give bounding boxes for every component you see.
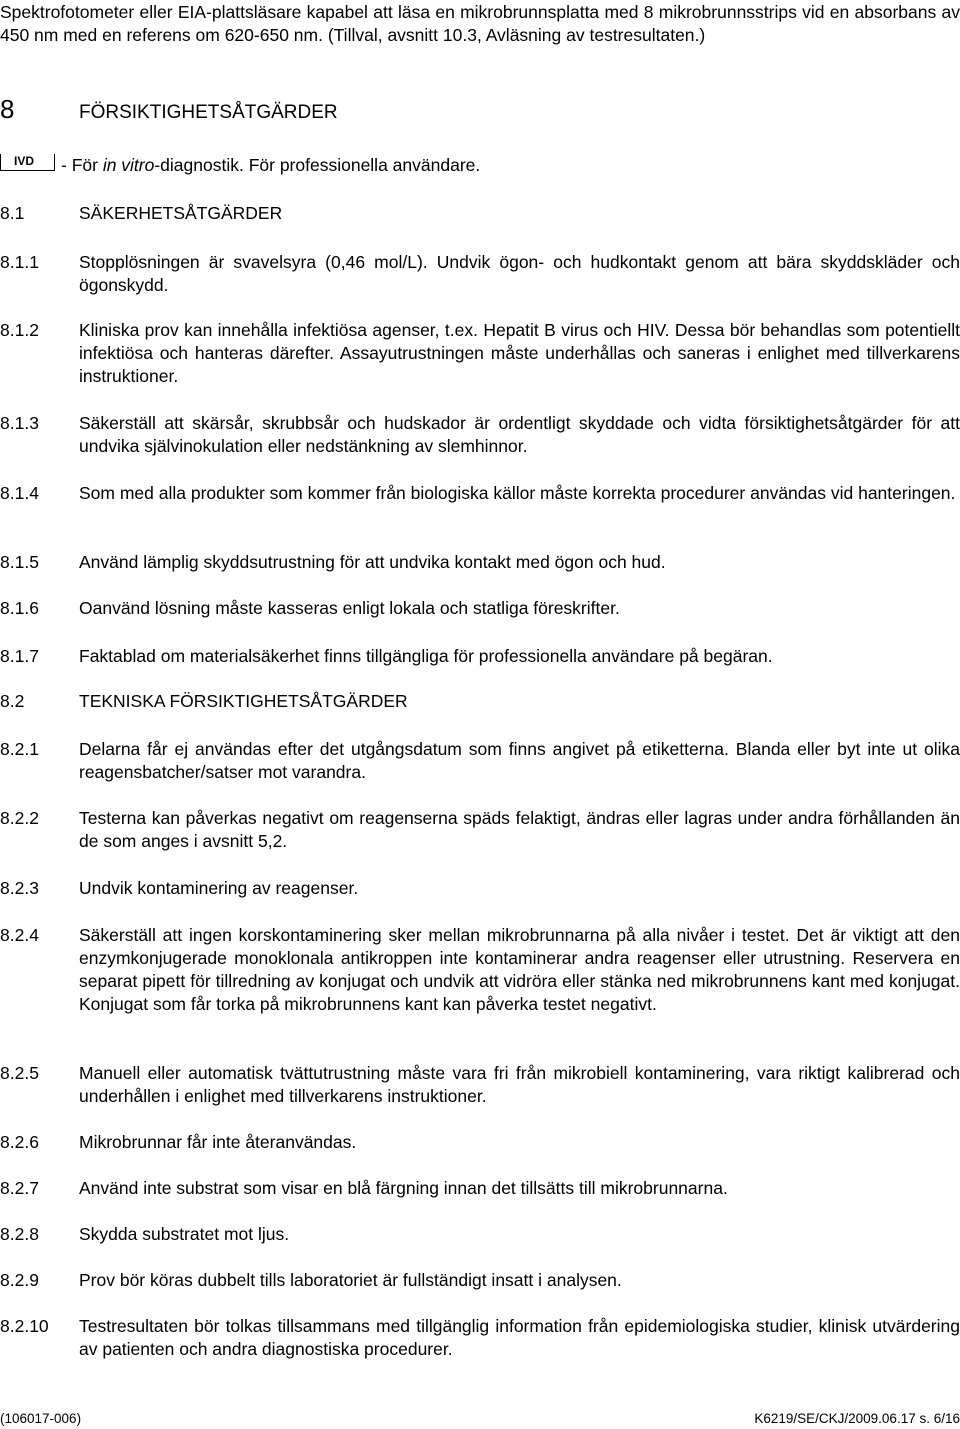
item-number: 8.2.3 bbox=[0, 878, 39, 898]
ivd-statement bbox=[0, 154, 480, 177]
item-8-1-2 bbox=[0, 319, 960, 388]
item-8-1-3 bbox=[0, 412, 960, 458]
item-8-1-5 bbox=[0, 551, 960, 574]
item-number: 8.2.5 bbox=[0, 1063, 39, 1083]
item-8-2-9 bbox=[0, 1269, 960, 1292]
item-number: 8.1.5 bbox=[0, 552, 39, 572]
item-number: 8.1.1 bbox=[0, 252, 39, 272]
item-8-2-8 bbox=[0, 1223, 960, 1246]
item-text: Använd inte substrat som visar en blå färgning innan det tillsätts till mikrobrunnarna. bbox=[79, 1178, 728, 1198]
subsection-heading-8-2 bbox=[0, 690, 960, 713]
item-8-1-6 bbox=[0, 597, 960, 620]
intro-paragraph: Spektrofotometer eller EIA-plattsläsare kapabel att läsa en mikrobrunnsplatta med 8 mikrobrunnsstrips vid en absorbans av 450 nm med en referens om 620-650 nm. (Tillval, avsnitt 10.3, Avläsning av testresultaten.) bbox=[0, 2, 960, 45]
item-text: Säkerställ att skärsår, skrubbsår och hudskador är ordentligt skyddade och vidta försiktighetsåtgärder för att undvika självinokulation eller nedstänkning av slemhinnor. bbox=[79, 413, 960, 456]
item-number: 8.1.7 bbox=[0, 646, 39, 666]
item-text: Testerna kan påverkas negativt om reagenserna späds felaktigt, ändras eller lagras under andra förhållanden än de som anges i avsnitt 5,2. bbox=[79, 808, 960, 851]
ivd-text-suffix: -diagnostik. För professionella användare. bbox=[154, 155, 481, 175]
item-text: Säkerställ att ingen korskontaminering sker mellan mikrobrunnarna på alla nivåer i testet. Det är viktigt att den enzymkonjugerade monoklonala antikroppen inte kontaminerar andra reagenser eller utrustning. Reservera en separat pipett för tillredning av konjugat och undvik att vidröra eller stänka ned mikrobrunnens kant med konjugat. Konjugat som får torka på mikrobrunnens kant kan påverka testet negativt. bbox=[79, 925, 960, 1014]
item-text: Prov bör köras dubbelt tills laboratoriet är fullständigt insatt i analysen. bbox=[79, 1270, 622, 1290]
item-number: 8.2.10 bbox=[0, 1316, 49, 1336]
item-text: Som med alla produkter som kommer från biologiska källor måste korrekta procedurer användas vid hanteringen. bbox=[79, 483, 956, 503]
footer-page-reference: K6219/SE/CKJ/2009.06.17 s. 6/16 bbox=[754, 1411, 960, 1426]
item-text: Kliniska prov kan innehålla infektiösa agenser, t.ex. Hepatit B virus och HIV. Dessa bör behandlas som potentiellt infektiösa och hanteras därefter. Assayutrustningen måste underhållas och saneras i enlighet med tillverkarens instruktioner. bbox=[79, 320, 960, 386]
item-8-1-1 bbox=[0, 251, 960, 297]
item-8-2-7 bbox=[0, 1177, 960, 1200]
ivd-text-prefix: - För bbox=[61, 155, 103, 175]
section-heading-8 bbox=[0, 92, 960, 130]
item-number: 8.2.1 bbox=[0, 739, 39, 759]
item-text: Mikrobrunnar får inte återanvändas. bbox=[79, 1132, 357, 1152]
item-8-2-3 bbox=[0, 877, 960, 900]
section-title: FÖRSIKTIGHETSÅTGÄRDER bbox=[79, 102, 338, 123]
item-number: 8.1.4 bbox=[0, 483, 39, 503]
item-8-2-6 bbox=[0, 1131, 960, 1154]
item-text: Testresultaten bör tolkas tillsammans med tillgänglig information från epidemiologiska studier, klinisk utvärdering av patienten och andra diagnostiska procedurer. bbox=[79, 1316, 960, 1359]
ivd-symbol: IVD bbox=[0, 154, 55, 171]
item-number: 8.2.2 bbox=[0, 808, 39, 828]
item-number: 8.1.3 bbox=[0, 413, 39, 433]
item-text: Delarna får ej användas efter det utgångsdatum som finns angivet på etiketterna. Blanda eller byt inte ut olika reagensbatcher/satser mot varandra. bbox=[79, 739, 960, 782]
subsection-title: TEKNISKA FÖRSIKTIGHETSÅTGÄRDER bbox=[79, 691, 408, 711]
ivd-text-italic: in vitro bbox=[102, 155, 155, 175]
item-text: Undvik kontaminering av reagenser. bbox=[79, 878, 359, 898]
item-text: Skydda substratet mot ljus. bbox=[79, 1224, 290, 1244]
item-number: 8.1.6 bbox=[0, 598, 39, 618]
subsection-number: 8.2 bbox=[0, 691, 25, 711]
item-text: Manuell eller automatisk tvättutrustning måste vara fri från mikrobiell kontaminering, vara riktigt kalibrerad och underhållen i enlighet med tillverkarens instruktioner. bbox=[79, 1063, 960, 1106]
item-number: 8.2.8 bbox=[0, 1224, 39, 1244]
item-8-2-5 bbox=[0, 1062, 960, 1108]
item-8-1-7 bbox=[0, 645, 960, 668]
item-text: Faktablad om materialsäkerhet finns tillgängliga för professionella användare på begäran. bbox=[79, 646, 773, 666]
subsection-heading-8-1 bbox=[0, 202, 960, 225]
item-8-2-2 bbox=[0, 807, 960, 853]
item-number: 8.2.9 bbox=[0, 1270, 39, 1290]
item-text: Stopplösningen är svavelsyra (0,46 mol/L). Undvik ögon- och hudkontakt genom att bära skyddskläder och ögonskydd. bbox=[79, 252, 960, 295]
subsection-number: 8.1 bbox=[0, 203, 25, 223]
item-number: 8.1.2 bbox=[0, 320, 39, 340]
item-text: Använd lämplig skyddsutrustning för att undvika kontakt med ögon och hud. bbox=[79, 552, 666, 572]
item-8-2-10 bbox=[0, 1315, 960, 1361]
subsection-title: SÄKERHETSÅTGÄRDER bbox=[79, 203, 283, 223]
item-number: 8.2.4 bbox=[0, 925, 39, 945]
item-8-2-4 bbox=[0, 924, 960, 1016]
item-number: 8.2.7 bbox=[0, 1178, 39, 1198]
item-8-1-4 bbox=[0, 482, 960, 505]
section-number: 8 bbox=[0, 94, 15, 124]
item-8-2-1 bbox=[0, 738, 960, 784]
footer-document-code: (106017-006) bbox=[0, 1411, 82, 1426]
item-number: 8.2.6 bbox=[0, 1132, 39, 1152]
ivd-text bbox=[61, 154, 480, 177]
item-text: Oanvänd lösning måste kasseras enligt lokala och statliga föreskrifter. bbox=[79, 598, 620, 618]
